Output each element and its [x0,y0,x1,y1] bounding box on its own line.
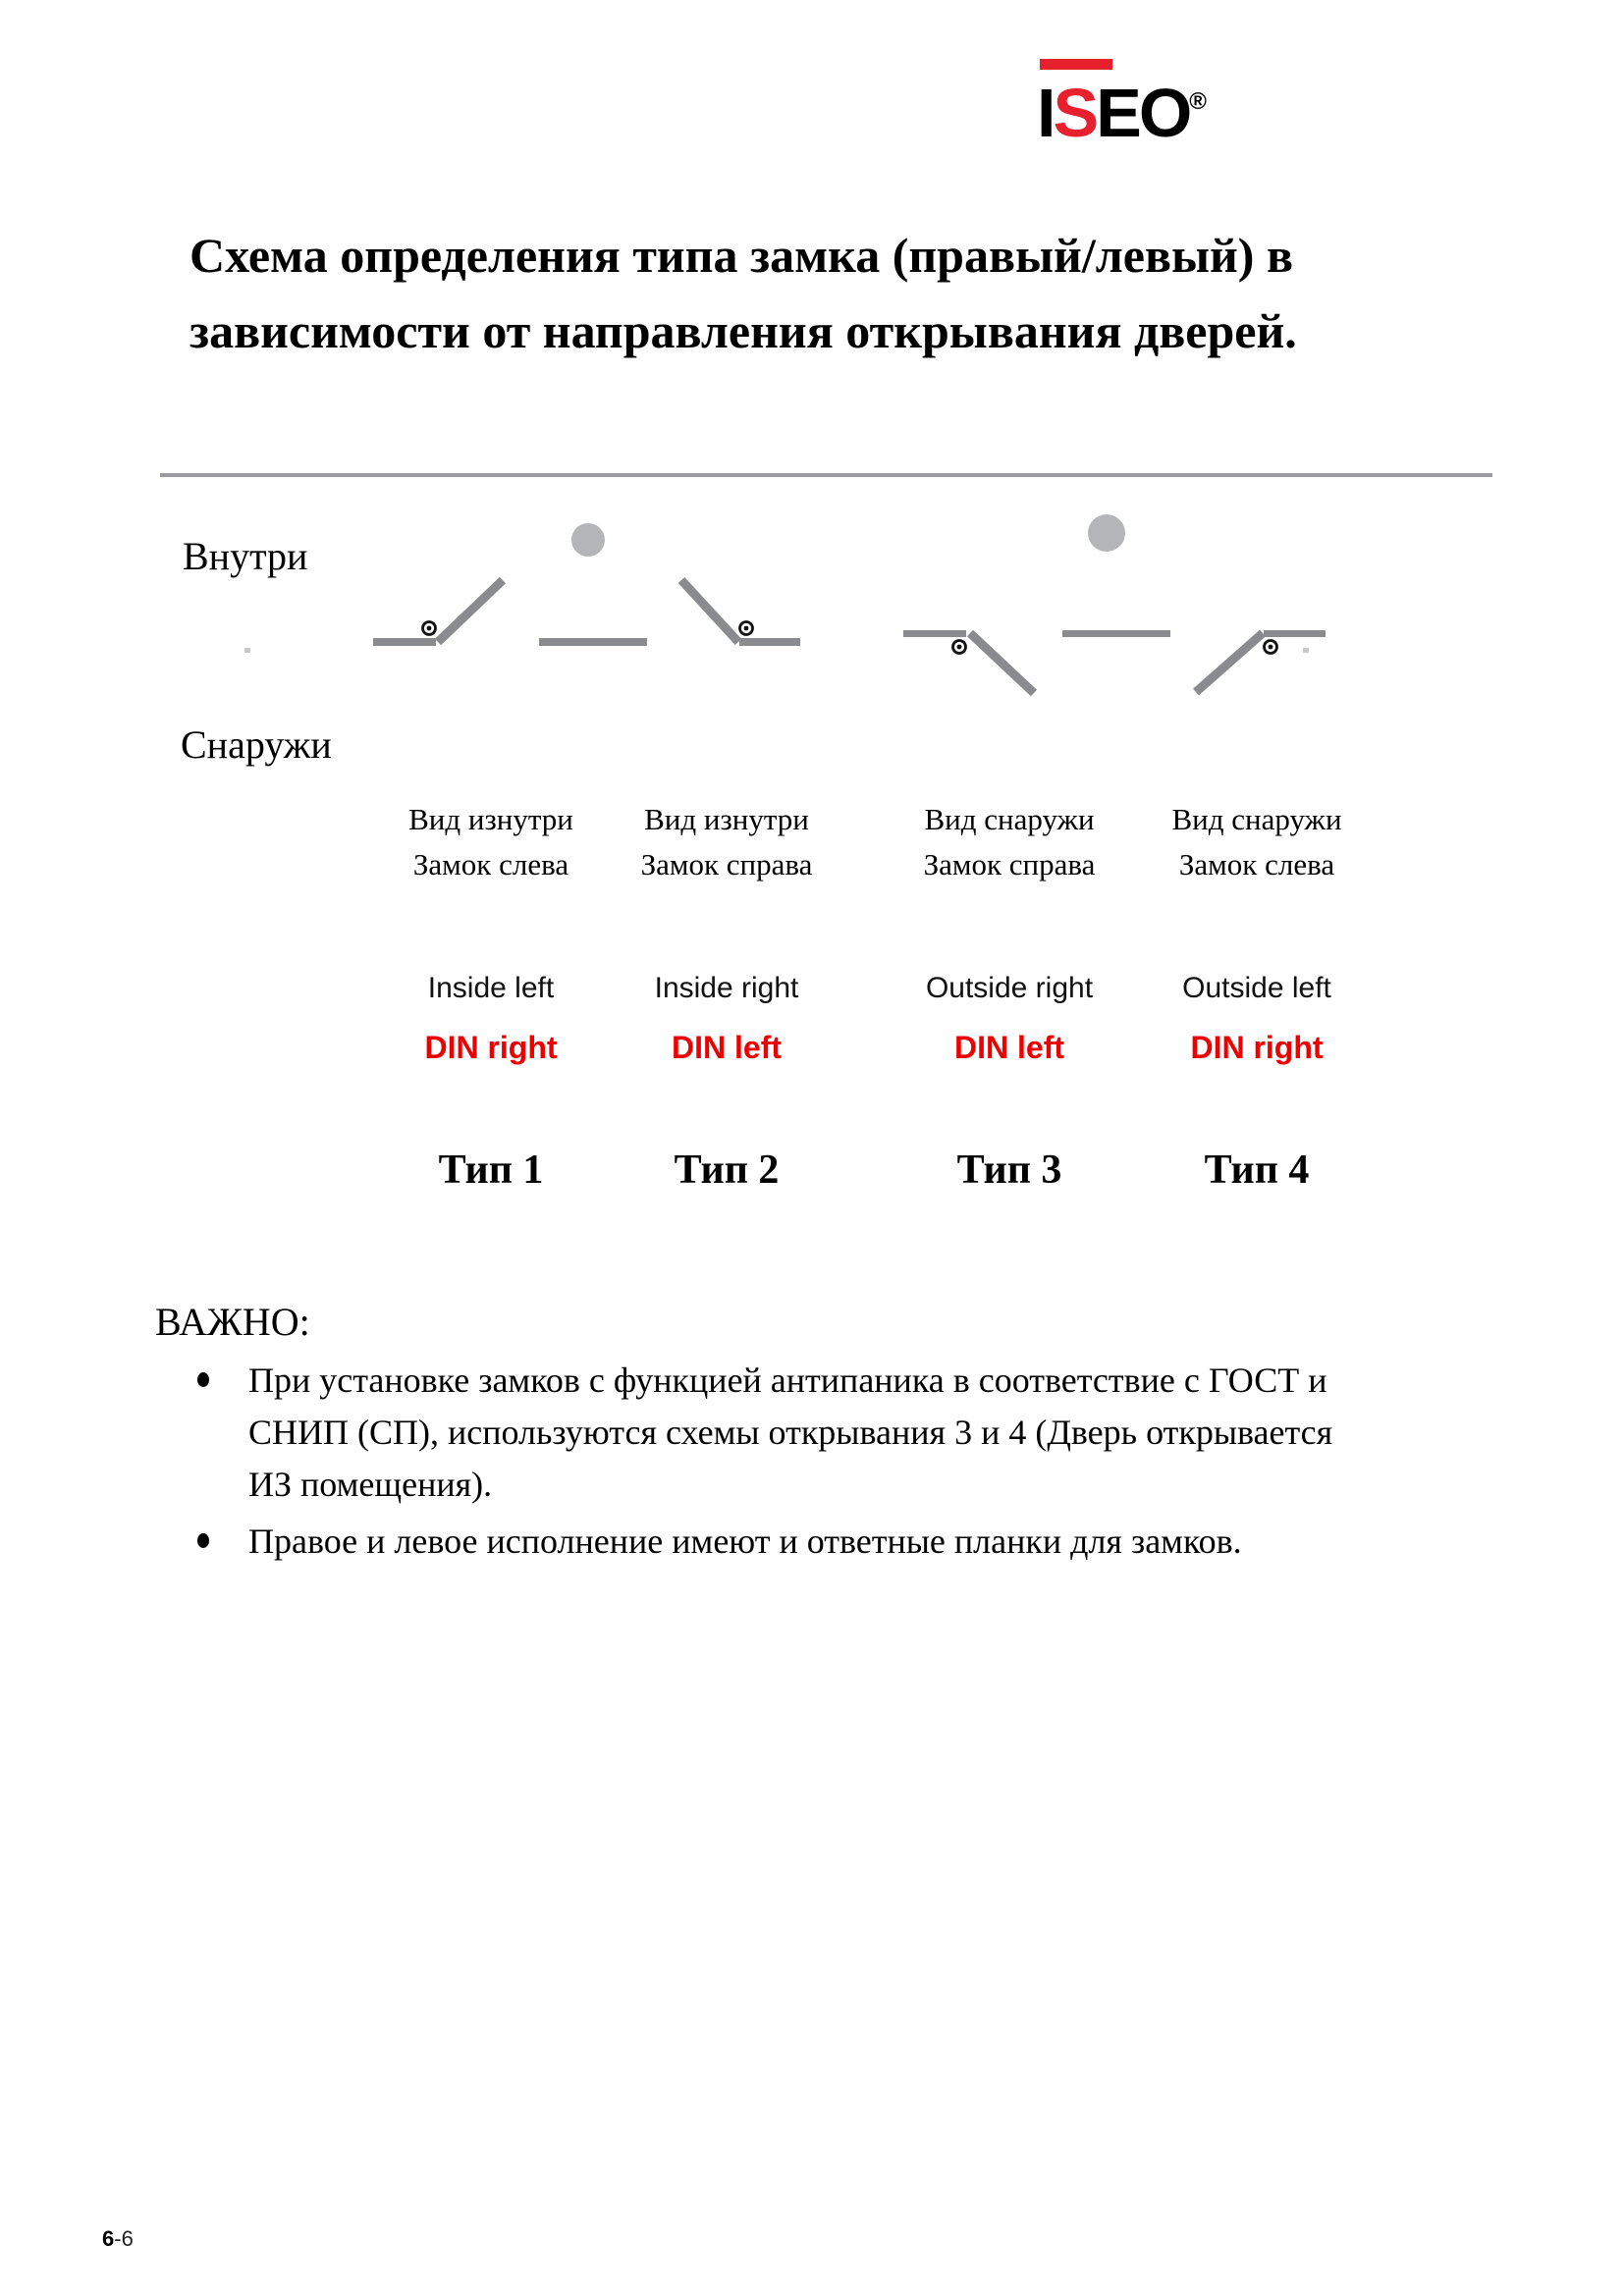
wall-segment [539,638,647,646]
door-leaf-type1 [438,580,503,642]
en-label-type1: Inside left [427,972,555,1004]
din-label-type3: DIN left [954,1030,1064,1065]
din-label-type1: DIN right [424,1030,558,1065]
bullet-text-line: ИЗ помещения). [248,1465,493,1504]
type-label-3: Тип 3 [956,1148,1062,1193]
en-label-type2: Inside right [654,972,799,1004]
page-number-chapter: 6 [102,2226,115,2251]
logo-letter-s: S [1053,75,1097,151]
page-title-line2: зависимости от направления открывания дверей. [189,303,1297,358]
door-leaf-type2 [681,580,738,642]
view-label-type2 [589,797,864,887]
logo-letters-eo: EO [1096,75,1190,151]
view-label-line1: Вид снаружи [1171,802,1342,836]
lock-marker-icon [423,622,436,635]
print-speck [244,648,250,653]
important-heading: ВАЖНО: [155,1300,310,1344]
inside-label: Внутри [183,534,308,578]
logo-red-bar [1040,59,1112,70]
page-number [102,2226,134,2252]
lock-marker-icon [953,641,966,654]
door-leaf-type4 [1196,633,1263,692]
lock-marker-icon [1265,641,1277,654]
wall-segment [903,630,966,637]
en-label-type4: Outside left [1182,972,1331,1004]
view-label-line2: Замок слева [1178,847,1335,881]
registered-trademark-icon: ® [1189,88,1207,115]
horizontal-divider [160,473,1492,477]
lock-marker-icon [740,622,753,635]
logo-letter-i: I [1037,75,1054,151]
bullet-text-line: При установке замков с функцией антипаника в соответствие с ГОСТ и [248,1361,1327,1400]
iseo-logo [1037,59,1253,151]
list-item [195,1516,1501,1568]
view-label-line2: Замок справа [640,847,813,881]
page-number-rest: -6 [114,2226,134,2251]
type-label-1: Тип 1 [438,1148,544,1193]
wall-segment [739,638,800,646]
view-label-line1: Вид изнутри [408,802,573,836]
bullet-text-line: СНИП (СП), используются схемы открывания 3 и 4 (Дверь открывается [248,1413,1333,1452]
wall-segment [1062,630,1170,637]
print-speck [1303,648,1309,653]
type-label-2: Тип 2 [674,1148,780,1193]
page-title-line1: Схема определения типа замка (правый/левый) в [189,228,1293,283]
person-icon [1088,514,1125,552]
person-icon [571,523,605,557]
view-label-line1: Вид снаружи [924,802,1095,836]
bullet-text-line: Правое и левое исполнение имеют и ответные планки для замков. [248,1522,1242,1561]
view-label-line2: Замок справа [923,847,1096,881]
page-title [189,218,1397,369]
view-label-line2: Замок слева [412,847,569,881]
view-label-type4 [1119,797,1394,887]
type-label-4: Тип 4 [1204,1148,1310,1193]
din-label-type2: DIN left [672,1030,782,1065]
logo-wordmark [1037,72,1253,151]
important-bullet-list [195,1355,1501,1568]
view-label-type1 [353,797,628,887]
outside-label: Снаружи [181,722,332,767]
view-label-type3 [872,797,1147,887]
list-item [195,1355,1501,1511]
view-label-line1: Вид изнутри [644,802,809,836]
wall-segment [1264,630,1326,637]
en-label-type3: Outside right [925,972,1094,1004]
wall-segment [373,638,436,646]
door-leaf-type3 [970,633,1034,693]
din-label-type4: DIN right [1190,1030,1324,1065]
